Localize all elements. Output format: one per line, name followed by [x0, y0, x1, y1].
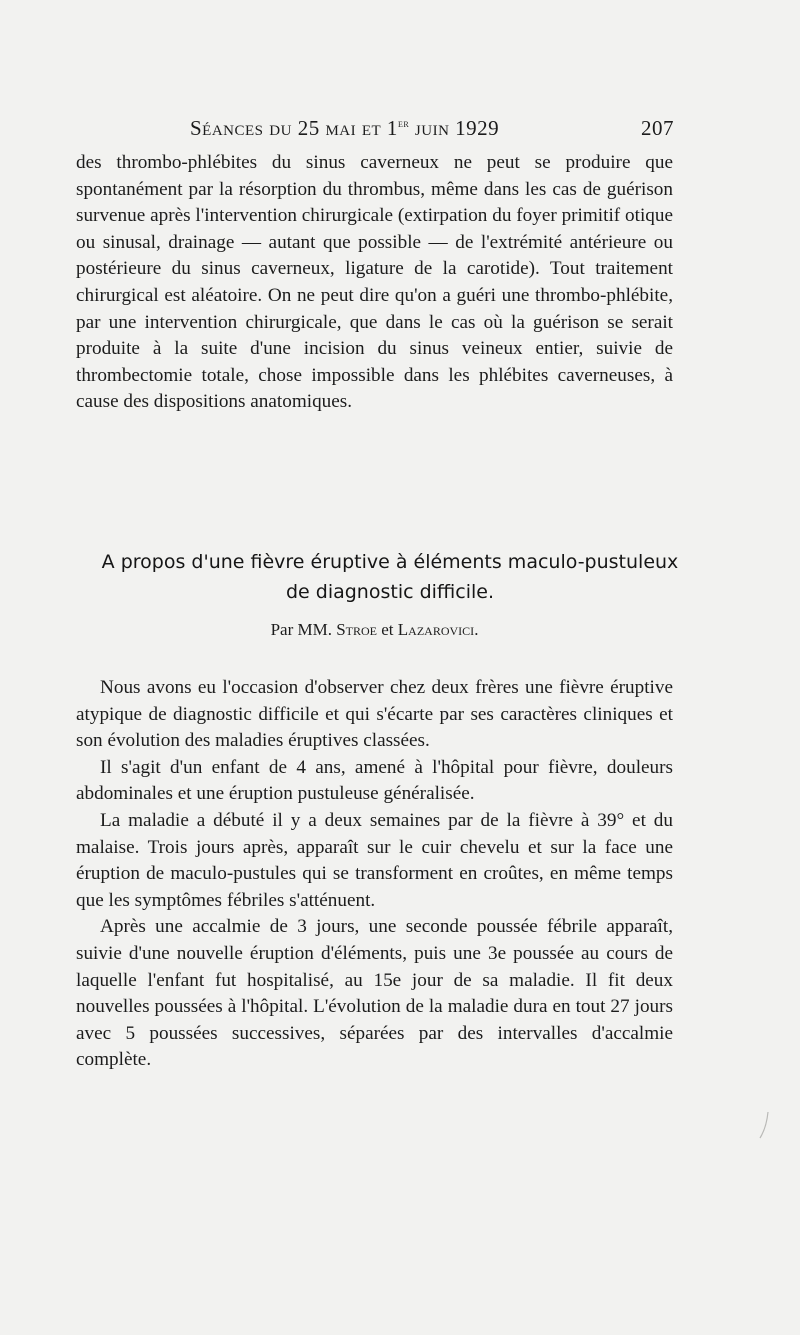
continuation-paragraph: des thrombo-phlébites du sinus caverneux ne peut se produire que spontanément par la résorption du thrombus, même dans les cas de guérison survenue après l'intervention chirurgicale (extirpation du foyer primitif otique ou sinusal, drainage — autant que possible — de l'extrémité antérieure ou postérieure du sinus caverneux, ligature de la carotide). Tout traitement chirurgical est aléatoire. On ne peut dire qu'on a guéri une thrombo-phlébite, par une intervention chirurgicale, que dans le cas où la guérison se serait produite à la suite d'une incision du sinus veineux entier, suivie de thrombectomie totale, chose impossible dans les phlébites caverneuses, à cause des dispositions anatomiques.: [76, 152, 673, 413]
author-stroe: Stroe: [336, 620, 378, 639]
article-title: [40, 547, 740, 607]
author-lazarovici: Lazarovici: [397, 620, 475, 639]
paragraph: Après une accalmie de 3 jours, une seconde poussée fébrile apparaît, suivie d'une nouvelle éruption d'éléments, puis une 3e poussée au cours de laquelle l'enfant fut hospitalisé, au 15e jour de sa maladie. Il fit deux nouvelles poussées à l'hôpital. L'évolution de la maladie dura en tout 27 jours avec 5 poussées successives, séparées par des intervalles d'accalmie complète.: [76, 916, 673, 1071]
continuation-text: [76, 150, 673, 416]
margin-pencil-mark: [758, 1110, 772, 1140]
article-body: [76, 675, 673, 1074]
paragraph: La maladie a débuté il y a deux semaines par de la fièvre à 39° et du malaise. Trois jours après, apparaît sur le cuir chevelu et sur la face une éruption de maculo-pustules qui se transforment en croûtes, en même temps que les symptômes fébriles s'atténuent.: [76, 809, 673, 911]
article-title-line-2: de diagnostic difficile.: [285, 581, 495, 603]
paragraph: Il s'agit d'un enfant de 4 ans, amené à l'hôpital pour fièvre, douleurs abdominales et une éruption pustuleuse généralisée.: [76, 756, 673, 805]
running-head: [76, 116, 674, 144]
article-byline: Par MM. Stroe et Lazarovici.: [270, 620, 479, 639]
running-title: Séances du 25 mai et 1er juin 1929: [190, 116, 500, 140]
paragraph: Nous avons eu l'occasion d'observer chez deux frères une fièvre éruptive atypique de diagnostic difficile et qui s'écarte par ses caractères cliniques et son évolution des maladies éruptives classées.: [76, 677, 673, 752]
page-number: 207: [641, 116, 674, 140]
article-title-line-1: A propos d'une fièvre éruptive à éléments maculo-pustuleux: [101, 551, 679, 573]
